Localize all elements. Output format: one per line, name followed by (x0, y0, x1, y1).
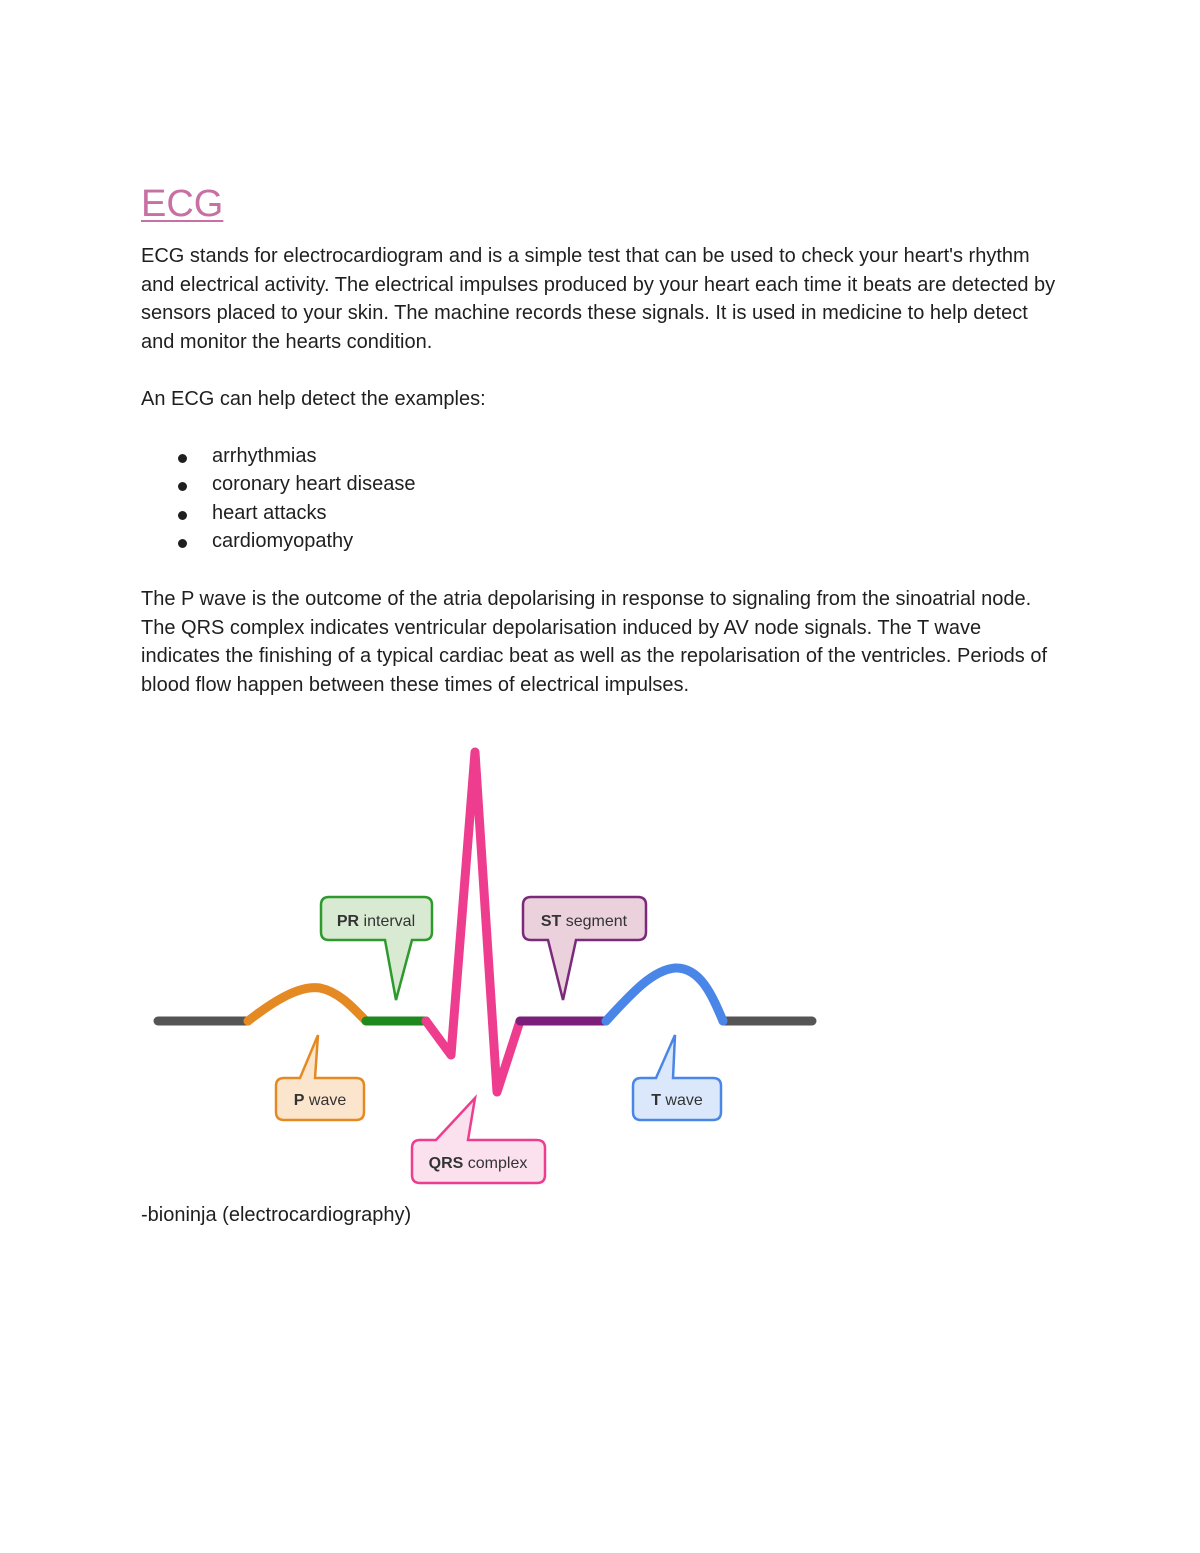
intro-paragraph: ECG stands for electrocardiogram and is a simple test that can be used to check your heart's rhythm and electrical activity. The electrical impulses produced by your heart each time it beats are detected by sensors placed to your skin. The machine records these signals. It is used in medicine to help detect and monitor the hearts condition. (141, 245, 1056, 353)
image-credit: -bioninja (electrocardiography) (141, 1204, 412, 1226)
p-wave-line (248, 988, 366, 1021)
st-segment-label: ST segment (540, 913, 628, 930)
t-wave-callout (633, 1035, 721, 1120)
t-wave-label: T wave (651, 1092, 703, 1109)
qrs-complex-callout (412, 1098, 545, 1183)
list-item: arrhythmias (141, 442, 415, 470)
waves-paragraph: The P wave is the outcome of the atria depolarising in response to signaling from the sinoatrial node. The QRS complex indicates ventricular depolarisation induced by AV node signals. The T wave indicates the finishing of a typical cardiac beat as well as the repolarisation of the ventricles. Periods of blood flow happen between these times of electrical impulses. (141, 588, 1048, 696)
qrs-complex-line (426, 752, 520, 1092)
pr-interval-callout (321, 897, 432, 1000)
examples-lead: An ECG can help detect the examples: (141, 388, 486, 410)
list-item: cardiomyopathy (141, 527, 415, 555)
page-title: ECG (141, 183, 224, 225)
st-segment-callout (523, 897, 646, 1000)
p-wave-label: P wave (293, 1092, 347, 1109)
qrs-complex-label: QRS complex (428, 1155, 528, 1172)
t-wave-line (606, 968, 723, 1021)
list-item: coronary heart disease (141, 470, 415, 498)
p-wave-callout (276, 1035, 364, 1120)
pr-interval-label: PR interval (336, 913, 416, 930)
list-item: heart attacks (141, 499, 415, 527)
